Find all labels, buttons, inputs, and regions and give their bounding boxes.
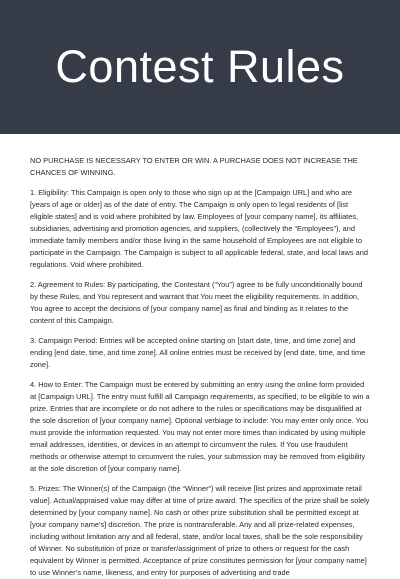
page-title: Contest Rules <box>55 41 345 92</box>
rule-prizes: 5. Prizes: The Winner(s) of the Campaign (the “Winner”) will receive [list prizes and approximate retail value]. Actual/appraised value may differ at time of prize award. The specifics of the prize shall be solely determined by [your company name]. No cash or other prize substitution shall be permitted except at [your company name's] discretion. The prize is nontransferable. Any and all prize-related expenses, including without limitation any and all federal, state, and/or local taxes, shall be the sole responsibility of Winner. No substitution of prize or transfer/assignment of prize to others or request for the cash equivalent by Winner is permitted. Acceptance of prize constitutes permission for [your company name] to use Winner’s name, likeness, and entry for purposes of advertising and trade <box>30 484 370 577</box>
rules-intro: NO PURCHASE IS NECESSARY TO ENTER OR WIN. A PURCHASE DOES NOT INCREASE THE CHANCES OF WINNING. <box>30 156 358 177</box>
rule-eligibility: 1. Eligibility: This Campaign is open only to those who sign up at the [Campaign URL] and who are [years of age or older] as of the date of entry. The Campaign is only open to legal residents of [list eligible states] and is void where prohibited by law. Employees of [your company name], its affiliates, subsidiaries, advertising and promotion agencies, and suppliers, (collectively the “Employees”), and immediate family members and/or those living in the same household of Employees are not eligible to participate in the Campaign. The Campaign is subject to all applicable federal, state, and local laws and regulations. Void where prohibited. <box>30 188 368 269</box>
rule-campaign-period: 3. Campaign Period: Entries will be accepted online starting on [start date, time, and time zone] and ending [end date, time, and time zone]. All online entries must be received by [end date, time, and time zone]. <box>30 336 366 369</box>
rule-how-to-enter: 4. How to Enter: The Campaign must be entered by submitting an entry using the online form provided at [Campaign URL]. The entry must fulfill all Campaign requirements, as specified, to be eligible to win a prize. Entries that are incomplete or do not adhere to the rules or specifications may be disqualified at the sole discretion of [your company name]. Optional verbiage to include: You may enter only once. You must provide the information requested. You may not enter more times than indicated by using multiple email addresses, identities, or devices in an attempt to circumvent the rules. If You use fraudulent methods or otherwise attempt to circumvent the rules, your submission may be removed from eligibility at the sole discretion of [your company name]. <box>30 380 370 473</box>
header-banner <box>0 0 400 134</box>
rules-body <box>0 134 400 579</box>
rule-agreement: 2. Agreement to Rules: By participating, the Contestant (“You”) agree to be fully unconditionally bound by these Rules, and You represent and warrant that You meet the eligibility requirements. In addition, You agree to accept the decisions of [your company name] as final and binding as it relates to the content of this Campaign. <box>30 280 363 325</box>
